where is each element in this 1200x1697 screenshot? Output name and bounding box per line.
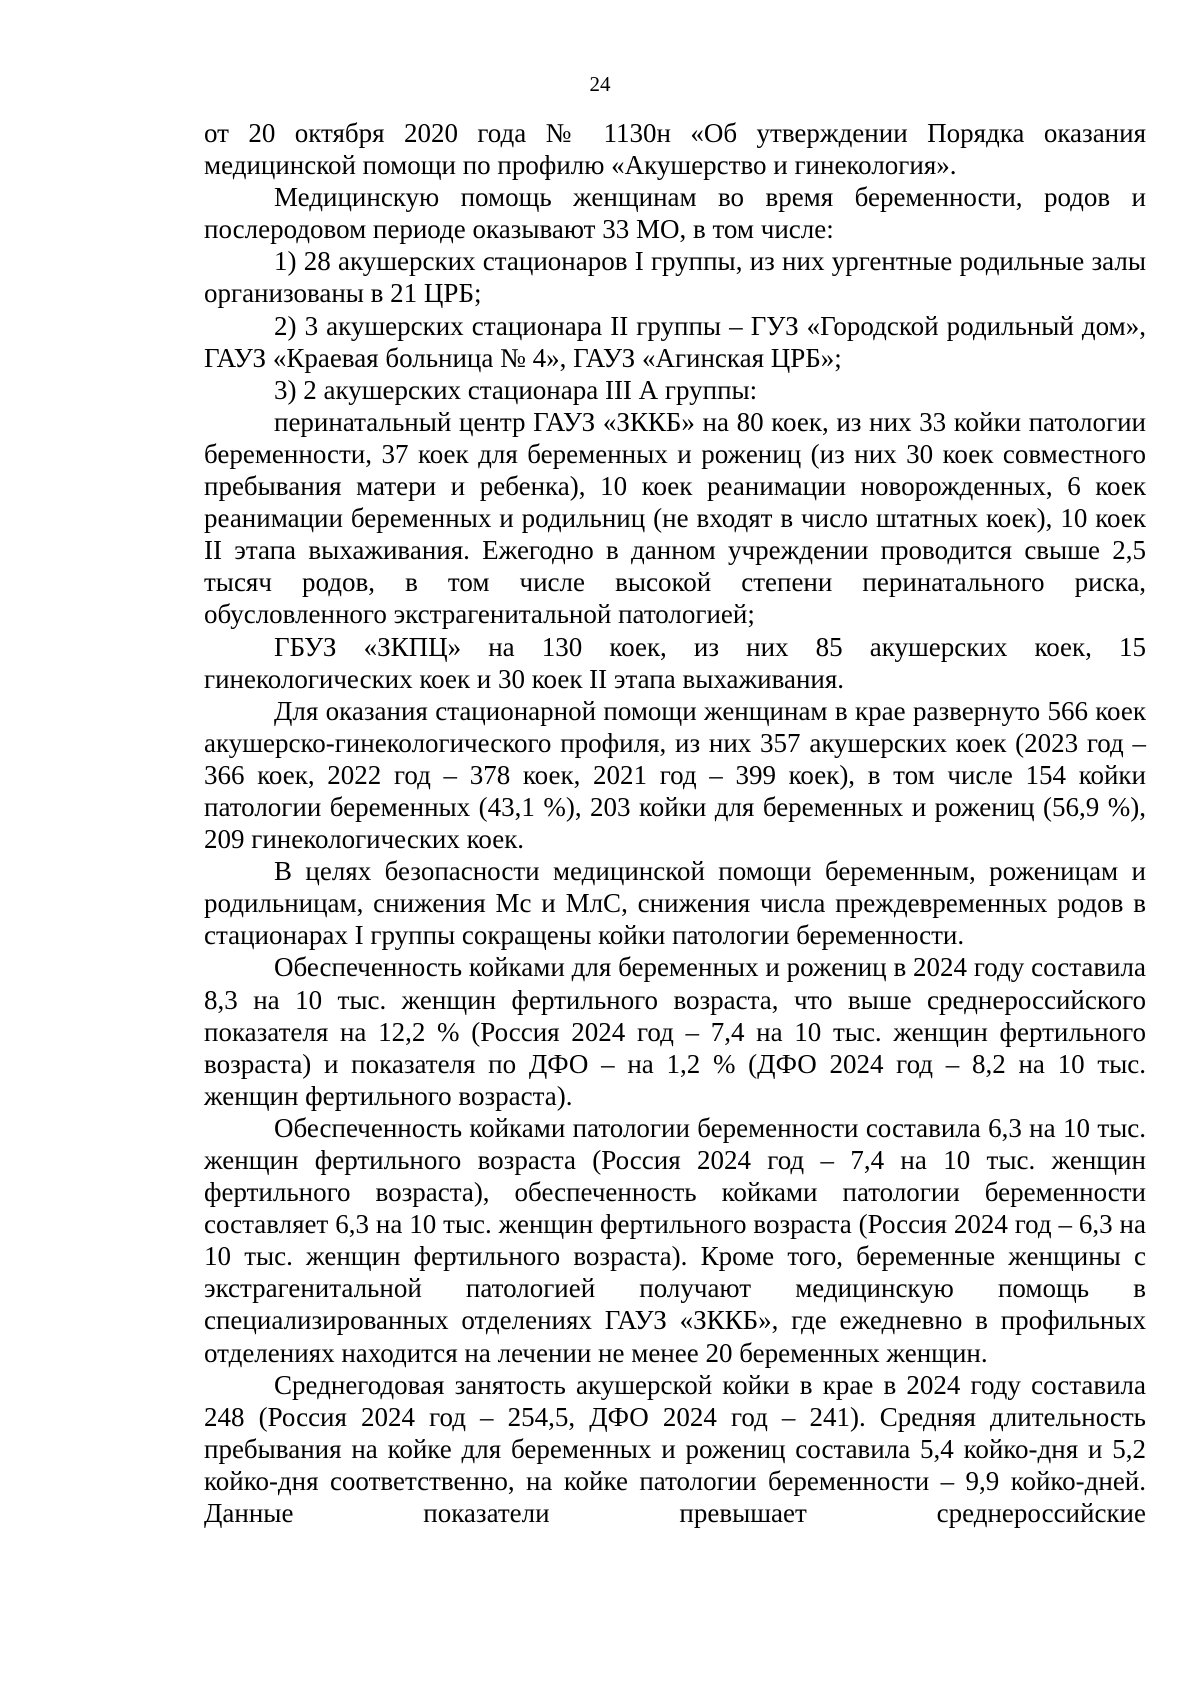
paragraph: Среднегодовая занятость акушерской койки в крае в 2024 году составила 248 (Россия 2024 год – 254,5, ДФО 2024 год – 241). Средняя длительность пребывания на койке для беременных и рожениц составила 5,4 койко-дня и 5,2 койко-дня соответственно, на койке патологии беременности – 9,9 койко-дней. Данные показатели превышает среднероссийские [204,1369,1146,1529]
paragraph: 1) 28 акушерских стационаров I группы, из них ургентные родильные залы организованы в 21 ЦРБ; [204,246,1146,309]
paragraph: Для оказания стационарной помощи женщинам в крае развернуто 566 коек акушерско-гинекологического профиля, из них 357 акушерских коек (2023 год – 366 коек, 2022 год – 378 коек, 2021 год – 399 коек), в том числе 154 койки патологии беременных (43,1 %), 203 койки для беременных и рожениц (56,9 %), 209 гинекологических коек. [204,695,1146,855]
document-body [204,117,1146,1529]
paragraph: 3) 2 акушерских стационара III А группы: [274,374,758,405]
paragraph: Обеспеченность койками патологии беременности составила 6,3 на 10 тыс. женщин фертильного возраста (Россия 2024 год – 7,4 на 10 тыс. женщин фертильного возраста), обеспеченность койками патологии беременности составляет 6,3 на 10 тыс. женщин фертильного возраста (Россия 2024 год – 6,3 на 10 тыс. женщин фертильного возраста). Кроме того, беременные женщины с экстрагенитальной патологией получают медицинскую помощь в специализированных отделениях ГАУЗ «ЗККБ», где ежедневно в профильных отделениях находится на лечении не менее 20 беременных женщин. [204,1112,1146,1368]
page-number: 24 [589,72,611,96]
paragraph: 2) 3 акушерских стационара II группы – ГУЗ «Городской родильный дом», ГАУЗ «Краевая больница № 4», ГАУЗ «Агинская ЦРБ»; [204,310,1146,373]
paragraph: Обеспеченность койками для беременных и рожениц в 2024 году составила 8,3 на 10 тыс. женщин фертильного возраста, что выше среднероссийского показателя на 12,2 % (Россия 2024 год – 7,4 на 10 тыс. женщин фертильного возраста) и показателя по ДФО – на 1,2 % (ДФО 2024 год – 8,2 на 10 тыс. женщин фертильного возраста). [204,952,1146,1111]
paragraph: от 20 октября 2020 года № 1130н «Об утверждении Порядка оказания медицинской помощи по профилю «Акушерство и гинекология». [204,118,1146,181]
paragraph: Медицинскую помощь женщинам во время беременности, родов и послеродовом периоде оказывают 33 МО, в том числе: [204,182,1146,245]
paragraph: перинатальный центр ГАУЗ «ЗККБ» на 80 коек, из них 33 койки патологии беременности, 37 коек для беременных и рожениц (из них 30 коек совместного пребывания матери и ребенка), 10 коек реанимации новорожденных, 6 коек реанимации беременных и родильниц (не входят в число штатных коек), 10 коек II этапа выхаживания. Ежегодно в данном учреждении проводится свыше 2,5 тысяч родов, в том числе высокой степени перинатального риска, обусловленного экстрагенитальной патологией; [204,406,1146,630]
paragraph: ГБУЗ «ЗКПЦ» на 130 коек, из них 85 акушерских коек, 15 гинекологических коек и 30 коек II этапа выхаживания. [204,631,1146,694]
paragraph: В целях безопасности медицинской помощи беременным, роженицам и родильницам, снижения Мс и МлС, снижения числа преждевременных родов в стационарах I группы сокращены койки патологии беременности. [204,856,1146,951]
